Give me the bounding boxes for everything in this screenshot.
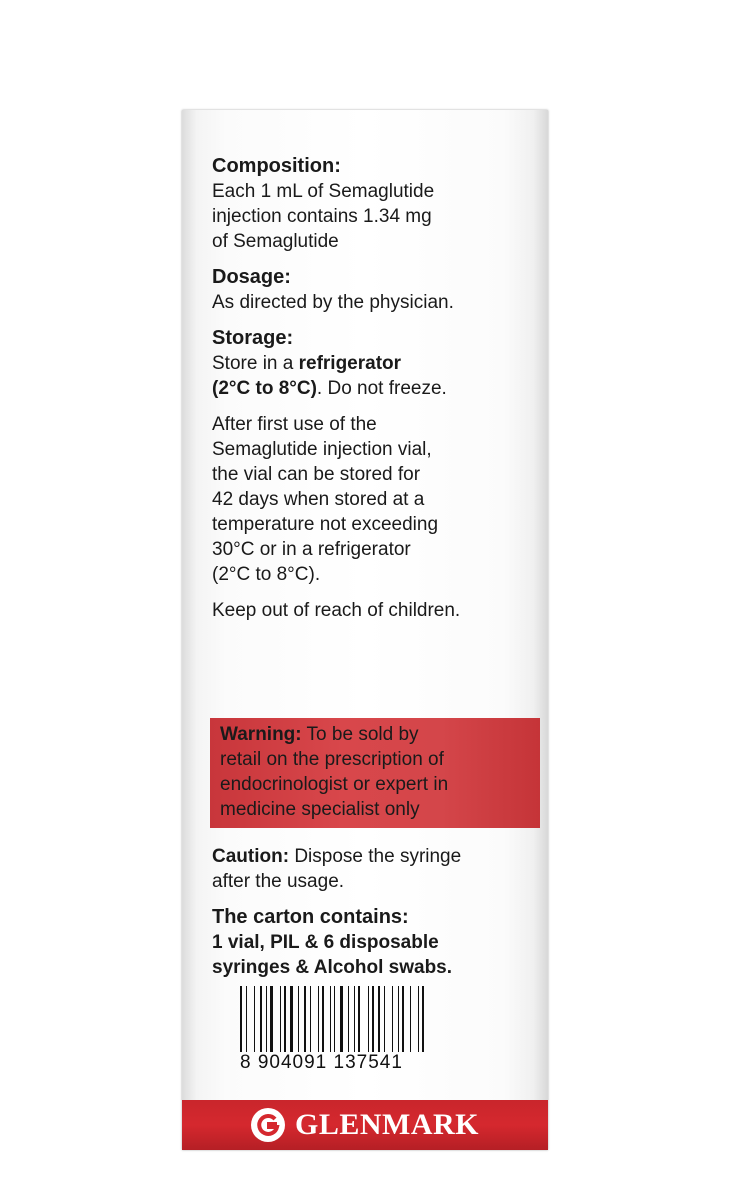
warning-box: [210, 718, 540, 828]
warning-line: endocrinologist or expert in: [220, 774, 449, 795]
barcode-bar: [418, 986, 419, 1052]
carton-contents-line: syringes & Alcohol swabs.: [212, 957, 453, 978]
barcode-bar: [266, 986, 267, 1052]
barcode: [240, 986, 480, 1076]
composition-heading: Composition:: [212, 155, 341, 177]
barcode-bar: [368, 986, 369, 1052]
barcode-bar: [322, 986, 324, 1052]
barcode-bar: [358, 986, 360, 1052]
composition-line: of Semaglutide: [212, 231, 339, 252]
storage-line-1: [212, 351, 532, 376]
barcode-bar: [298, 986, 299, 1052]
barcode-bar: [348, 986, 349, 1052]
caution-section: [212, 844, 532, 894]
barcode-bar: [290, 986, 293, 1052]
storage-line-2: [212, 376, 532, 401]
barcode-bar: [304, 986, 306, 1052]
barcode-bar: [410, 986, 411, 1052]
warning-line: retail on the prescription of: [220, 749, 444, 770]
barcode-bar: [354, 986, 355, 1052]
barcode-bar: [398, 986, 399, 1052]
storage-emphasis: refrigerator: [298, 353, 402, 374]
warning-label: Warning:: [220, 724, 302, 745]
warning-line-1: [220, 722, 530, 747]
barcode-bar: [310, 986, 311, 1052]
barcode-bar: [330, 986, 331, 1052]
composition-line: injection contains 1.34 mg: [212, 206, 432, 227]
carton-contents-line: 1 vial, PIL & 6 disposable: [212, 932, 439, 953]
storage-heading: Storage:: [212, 327, 294, 349]
after-use-section: [212, 412, 532, 587]
barcode-bar: [318, 986, 319, 1052]
medicine-carton: [182, 110, 548, 1150]
after-use-line: temperature not exceeding: [212, 514, 439, 535]
barcode-bar: [372, 986, 374, 1052]
after-use-line: 30°C or in a refrigerator: [212, 539, 411, 560]
after-use-line: After first use of the: [212, 414, 377, 435]
caution-line-1: [212, 844, 532, 869]
keep-away-text: Keep out of reach of children.: [212, 600, 461, 621]
warning-text: To be sold by: [301, 724, 419, 745]
barcode-bar: [392, 986, 393, 1052]
caution-line-2: after the usage.: [212, 871, 345, 892]
info-panel: [212, 154, 532, 623]
dosage-text: As directed by the physician.: [212, 292, 454, 313]
brand-name: GLENMARK: [295, 1108, 479, 1141]
storage-section: [212, 326, 532, 401]
carton-contents-section: [212, 905, 532, 980]
barcode-bar: [240, 986, 242, 1052]
after-use-line: 42 days when stored at a: [212, 489, 425, 510]
barcode-bar: [378, 986, 380, 1052]
after-use-line: (2°C to 8°C).: [212, 564, 321, 585]
storage-text: Store in a: [212, 353, 299, 374]
barcode-bar: [384, 986, 385, 1052]
barcode-bar: [280, 986, 281, 1052]
composition-section: [212, 154, 532, 254]
after-use-line: the vial can be stored for: [212, 464, 421, 485]
barcode-bar: [402, 986, 404, 1052]
barcode-bar: [284, 986, 286, 1052]
barcode-bar: [246, 986, 247, 1052]
caution-text: Dispose the syringe: [289, 846, 462, 867]
barcode-bar: [334, 986, 335, 1052]
dosage-section: [212, 265, 532, 315]
barcode-bar: [422, 986, 424, 1052]
barcode-bar: [340, 986, 343, 1052]
composition-line: Each 1 mL of Semaglutide: [212, 181, 435, 202]
storage-text: . Do not freeze.: [316, 378, 447, 399]
after-use-line: Semaglutide injection vial,: [212, 439, 432, 460]
caution-label: Caution:: [212, 846, 290, 867]
lower-info: [212, 844, 532, 980]
warning-line: medicine specialist only: [220, 799, 420, 820]
brand-footer: [182, 1100, 548, 1150]
carton-contents-heading: The carton contains:: [212, 906, 409, 928]
glenmark-logo-icon: [251, 1108, 285, 1142]
barcode-bar: [260, 986, 262, 1052]
dosage-heading: Dosage:: [212, 266, 291, 288]
barcode-bar: [270, 986, 273, 1052]
storage-temperature: (2°C to 8°C): [212, 378, 317, 399]
barcode-bars: [240, 986, 480, 1052]
barcode-bar: [254, 986, 255, 1052]
barcode-digits: 8 904091 137541: [240, 1052, 403, 1073]
